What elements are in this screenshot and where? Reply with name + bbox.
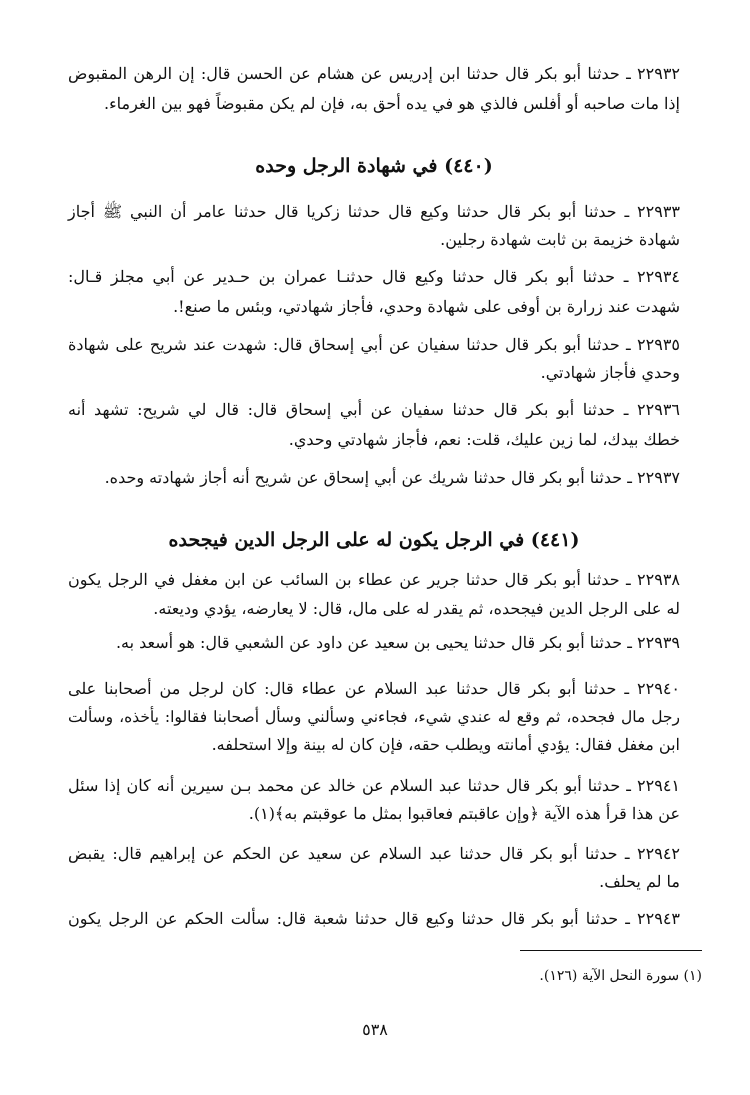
footnote-divider — [520, 950, 702, 951]
hadith-entry-22943 — [68, 907, 680, 935]
entry-line: ٢٢٩٣٢ ـ حدثنا أبو بكر قال حدثنا ابن إدريس عن هشام عن الحسن قال: إن الرهن المقبوض — [68, 64, 680, 83]
entry-line: ٢٢٩٤٣ ـ حدثنا أبو بكر قال حدثنا وكيع قال حدثنا شعبة قال: سألت الحكم عن الرجل يكون — [68, 909, 680, 928]
entry-line: ٢٢٩٤١ ـ حدثنا أبو بكر قال حدثنا عبد السلام عن خالد عن محمد بـن سيرين أنه كان إذا سئل — [68, 776, 680, 795]
hadith-entry-22938 — [68, 568, 680, 624]
entry-line: ابن مغفل فقال: يؤدي أمانته ويطلب حقه، فإن كان له بينة وإلا استحلفه. — [211, 735, 680, 754]
entry-line: شهدت عند زرارة بن أوفى على شهادة وحدي، فأجاز شهادتي، وبئس ما صنع!. — [173, 297, 680, 316]
entry-line: ٢٢٩٤٢ ـ حدثنا أبو بكر قال حدثنا عبد السلام عن سعيد عن الحكم عن إبراهيم قال: يقبض — [68, 844, 680, 863]
entry-line: خطك بيدك، لما زين عليك، قلت: نعم، فأجاز شهادتي وحدي. — [288, 430, 680, 449]
footnote: (١) سورة النحل الآية (١٢٦). — [539, 968, 702, 984]
chapter-heading-441: (٤٤١) في الرجل يكون له على الرجل الدين فيجحده — [168, 529, 580, 551]
entry-line: ٢٢٩٣٣ ـ حدثنا أبو بكر قال حدثنا وكيع قال حدثنا زكريا قال حدثنا عامر أن النبي ﷺ أجاز — [68, 202, 680, 221]
hadith-entry-22937 — [68, 466, 680, 494]
entry-line: رجل مال فجحده، ثم وقع له عندي شيء، فجاءني وسألني وسأل أصحابنا فقالوا: يأخذه، وسألت — [68, 708, 680, 726]
entry-line: ٢٢٩٣٦ ـ حدثنا أبو بكر قال حدثنا سفيان عن أبي إسحاق قال: قال لي شريح: تشهد أنه — [68, 400, 680, 419]
hadith-entry-22941 — [68, 774, 680, 830]
hadith-entry-22936 — [68, 398, 680, 454]
entry-line: له على الرجل الدين فيجحده، ثم يقدر له على مال، قال: لا يعارضه، يؤدي وديعته. — [153, 599, 680, 618]
entry-line: ٢٢٩٣٧ ـ حدثنا أبو بكر قال حدثنا شريك عن أبي إسحاق عن شريح أنه أجاز شهادته وحده. — [104, 468, 680, 487]
entry-line: شهادة خزيمة بن ثابت شهادة رجلين. — [440, 230, 680, 249]
hadith-entry-22942 — [68, 842, 680, 898]
entry-line: ٢٢٩٣٤ ـ حدثنا أبو بكر قال حدثنا وكيع قال حدثنـا عمران بن حـدير عن أبي مجلز قـال: — [68, 267, 680, 286]
entry-line: ٢٢٩٣٨ ـ حدثنا أبو بكر قال حدثنا جرير عن عطاء بن السائب عن ابن مغفل في الرجل يكون — [68, 570, 681, 589]
entry-line: ٢٢٩٤٠ ـ حدثنا أبو بكر قال حدثنا عبد السلام عن عطاء قال: كان لرجل من أصحابنا على — [68, 679, 680, 698]
hadith-entry-22940 — [68, 677, 680, 763]
entry-line: ما لم يحلف. — [599, 872, 680, 891]
entry-line: عن هذا قرأ هذه الآية ﴿وإن عاقبتم فعاقبوا بمثل ما عوقبتم به﴾(١). — [248, 804, 680, 823]
entry-line: ٢٢٩٣٩ ـ حدثنا أبو بكر قال حدثنا يحيى بن سعيد عن داود عن الشعبي قال: هو أسعد به. — [115, 633, 680, 652]
chapter-heading-440: (٤٤٠) في شهادة الرجل وحده — [255, 155, 493, 177]
entry-line: إذا مات صاحبه أو أفلس فالذي هو في يده أحق به، فإن لم يكن مقبوضاً فهو بين الغرماء. — [104, 94, 680, 113]
hadith-entry-22939 — [68, 631, 680, 659]
page-number: ٥٣٨ — [362, 1020, 388, 1039]
hadith-entry-22934 — [68, 265, 680, 321]
entry-line: وحدي فأجاز شهادتي. — [540, 363, 680, 382]
hadith-entry-22935 — [68, 333, 680, 389]
entry-line: ٢٢٩٣٥ ـ حدثنا أبو بكر قال حدثنا سفيان عن أبي إسحاق قال: شهدت عند شريح على شهادة — [68, 335, 680, 354]
hadith-entry-22932 — [68, 62, 680, 118]
hadith-entry-22933 — [68, 200, 680, 256]
